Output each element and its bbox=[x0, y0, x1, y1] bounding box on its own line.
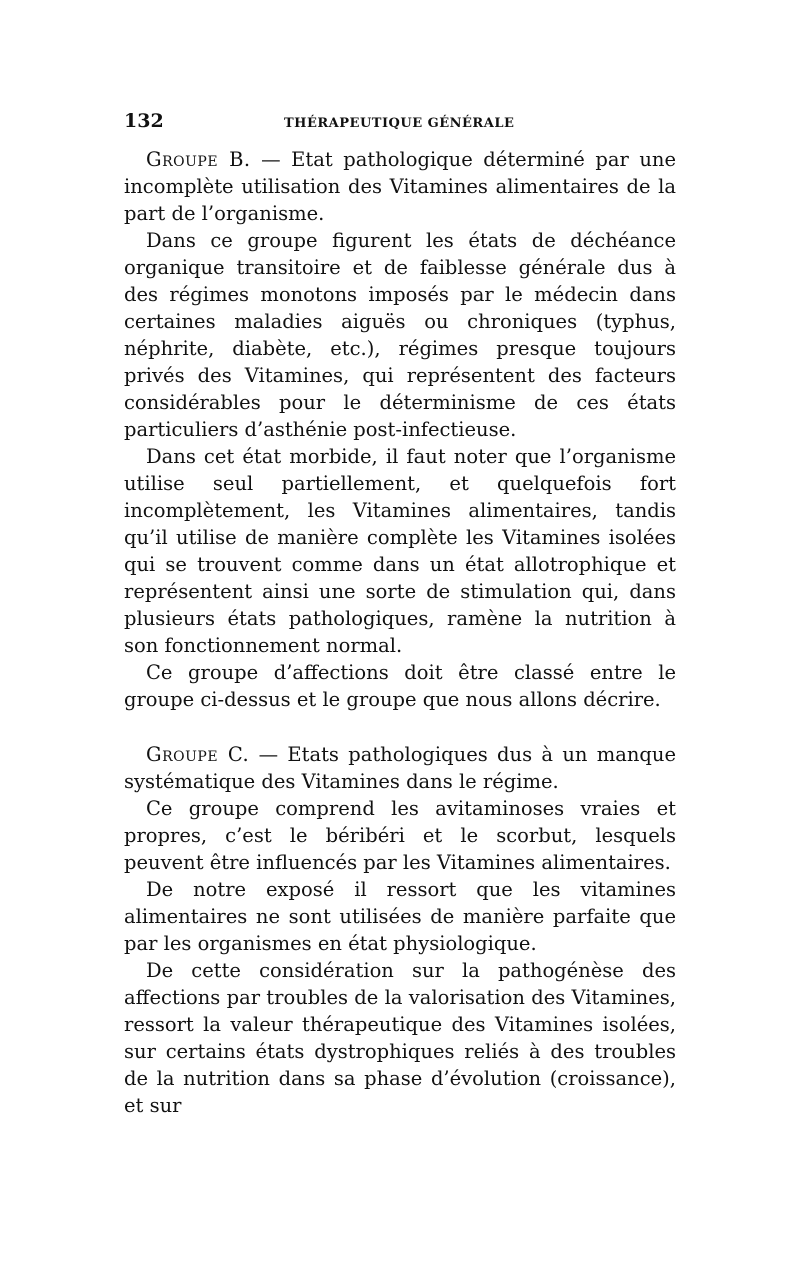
paragraph: De cette considération sur la pathogénèse des affections par troubles de la valorisation des Vitamines, ressort la valeur thérapeutique des Vitamines isolées, sur certains états dystrophiques reliés à des troubles de la nutrition dans sa phase d’évolution (croissance), et sur bbox=[124, 959, 676, 1117]
group-c-heading bbox=[124, 741, 676, 795]
paragraph: Dans cet état morbide, il faut noter que l’organisme utilise seul partiellement, et quelquefois fort incomplètement, les Vitamines alimentaires, tandis qu’il utilise de manière complète les Vitamines isolées qui se trouvent comme dans un état allotrophique et représentent ainsi une sorte de stimulation qui, dans plusieurs états pathologiques, ramène la nutrition à son fonctionnement normal. bbox=[124, 445, 676, 657]
paragraph: De notre exposé il ressort que les vitamines alimentaires ne sont utilisées de manière parfaite que par les organismes en état physiologique. bbox=[124, 878, 676, 955]
group-b-heading bbox=[124, 146, 676, 227]
group-b-label: Groupe B. bbox=[146, 148, 251, 171]
section-group-b bbox=[124, 146, 676, 713]
page-number: 132 bbox=[124, 110, 164, 132]
group-b-heading-text: — Etat pathologique déterminé par une incomplète utilisation des Vitamines alimentaires de la part de l’organisme. bbox=[124, 148, 676, 225]
paragraph: Dans ce groupe figurent les états de déchéance organique transitoire et de faiblesse générale dus à des régimes monotons imposés par le médecin dans certaines maladies aiguës ou chroniques (typhus, néphrite, diabète, etc.), régimes presque toujours privés des Vitamines, qui représentent des facteurs considérables pour le déterminisme de ces états particuliers d’asthénie post-infectieuse. bbox=[124, 229, 676, 441]
paragraph: Ce groupe comprend les avitaminoses vraies et propres, c’est le béribéri et le scorbut, lesquels peuvent être influencés par les Vitamines alimentaires. bbox=[124, 797, 676, 874]
running-title: THÉRAPEUTIQUE GÉNÉRALE bbox=[284, 116, 515, 131]
running-header bbox=[124, 110, 676, 136]
book-page bbox=[124, 110, 676, 1119]
section-group-c bbox=[124, 741, 676, 1119]
section-spacer bbox=[124, 713, 676, 741]
group-c-heading-text: — Etats pathologiques dus à un manque systématique des Vitamines dans le régime. bbox=[124, 743, 676, 793]
group-c-label: Groupe C. bbox=[146, 743, 250, 766]
paragraph: Ce groupe d’affections doit être classé entre le groupe ci-dessus et le groupe que nous allons décrire. bbox=[124, 661, 676, 711]
